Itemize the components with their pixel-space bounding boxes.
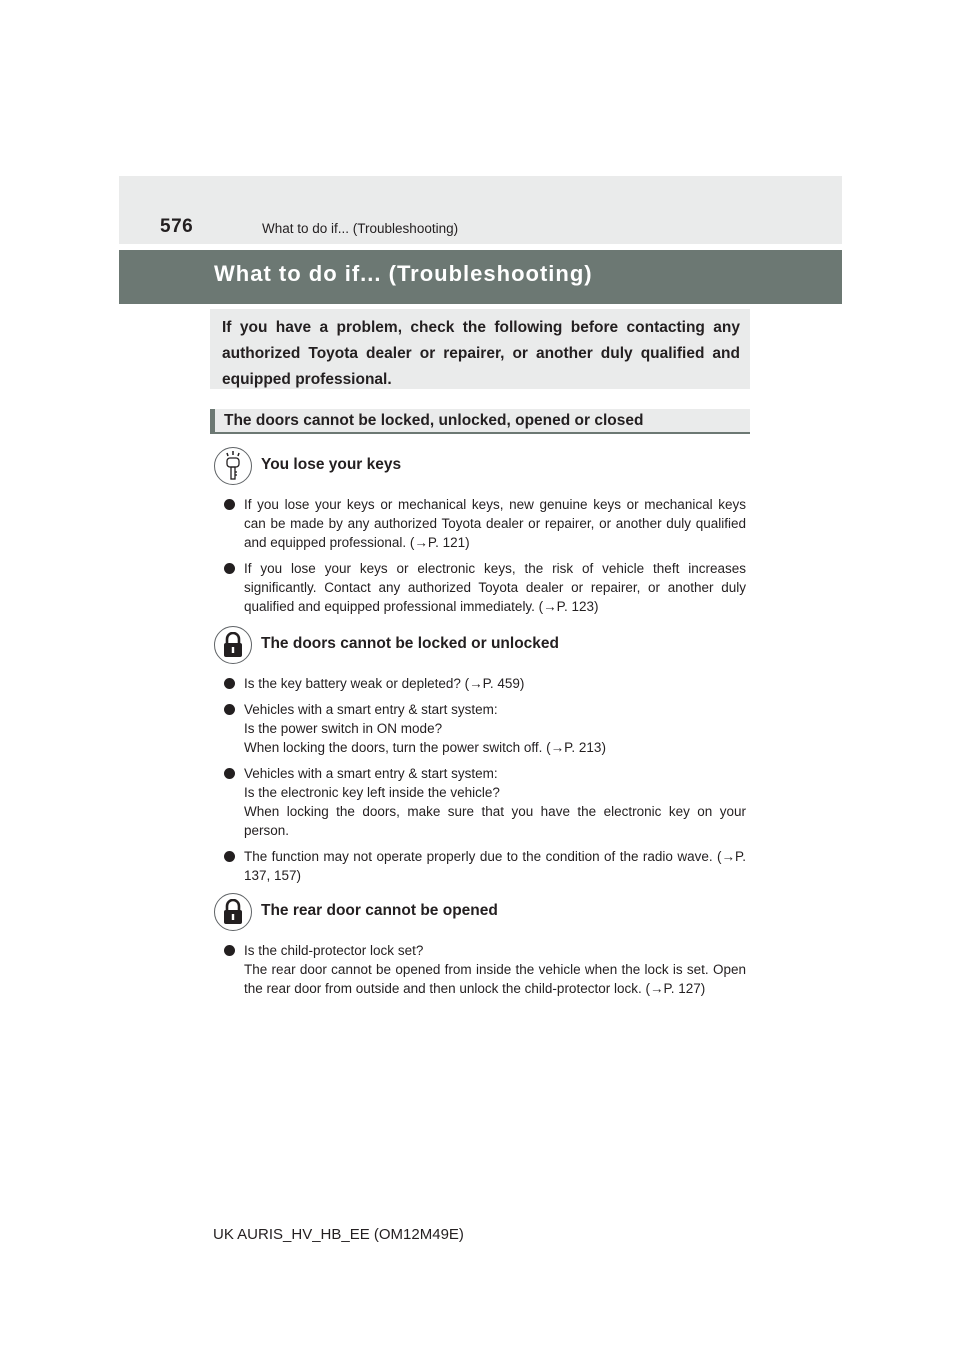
list-item: Vehicles with a smart entry & start system: Is the power switch in ON mode? When locking the doors, turn the power switch off. (→P. 213) [224, 700, 746, 757]
subsection-title-lock-unlock: The doors cannot be locked or unlocked [261, 635, 559, 652]
bullet-icon [224, 499, 235, 510]
subsection-title-lose-keys: You lose your keys [261, 456, 402, 473]
padlock-icon [214, 893, 252, 931]
subsection-title-rear-door: The rear door cannot be opened [261, 902, 498, 919]
bullet-icon [224, 851, 235, 862]
section-heading: The doors cannot be locked, unlocked, opened or closed [210, 409, 750, 434]
title-bar [119, 250, 842, 304]
page-title: What to do if... (Troubleshooting) [214, 261, 593, 286]
bullet-list-rear-door [224, 941, 746, 1005]
running-head: What to do if... (Troubleshooting) [262, 221, 459, 236]
list-item: If you lose your keys or mechanical keys, new genuine keys or mechanical keys can be made by any authorized Toyota dealer or repairer, or another duly qualified and equipped professional. (→P. 121) [224, 495, 746, 552]
list-item: The function may not operate properly due to the condition of the radio wave. (→P. 137, 157) [224, 847, 746, 885]
padlock-icon [214, 626, 252, 664]
intro-box: If you have a problem, check the following before contacting any authorized Toyota dealer or repairer, or another duly qualified and equipped professional. [210, 309, 750, 389]
key-icon [214, 447, 252, 485]
bullet-icon [224, 563, 235, 574]
bullet-icon [224, 768, 235, 779]
bullet-list-lock-unlock [224, 674, 746, 892]
header-band [119, 176, 842, 244]
bullet-list-lose-keys [224, 495, 746, 623]
list-item: Is the key battery weak or depleted? (→P. 459) [224, 674, 746, 693]
list-item: Is the child-protector lock set? The rear door cannot be opened from inside the vehicle when the lock is set. Open the rear door from outside and then unlock the child-protector lock. (→P. 127) [224, 941, 746, 998]
bullet-icon [224, 704, 235, 715]
page-number: 576 [160, 216, 194, 237]
footer-model-code: UK AURIS_HV_HB_EE (OM12M49E) [213, 1226, 464, 1243]
bullet-icon [224, 678, 235, 689]
list-item: Vehicles with a smart entry & start system: Is the electronic key left inside the vehicle? When locking the doors, make sure that you have the electronic key on your person. [224, 764, 746, 840]
list-item: If you lose your keys or electronic keys, the risk of vehicle theft increases significantly. Contact any authorized Toyota dealer or repairer, or another duly qualified and equipped professional immediately. (→P. 123) [224, 559, 746, 616]
bullet-icon [224, 945, 235, 956]
